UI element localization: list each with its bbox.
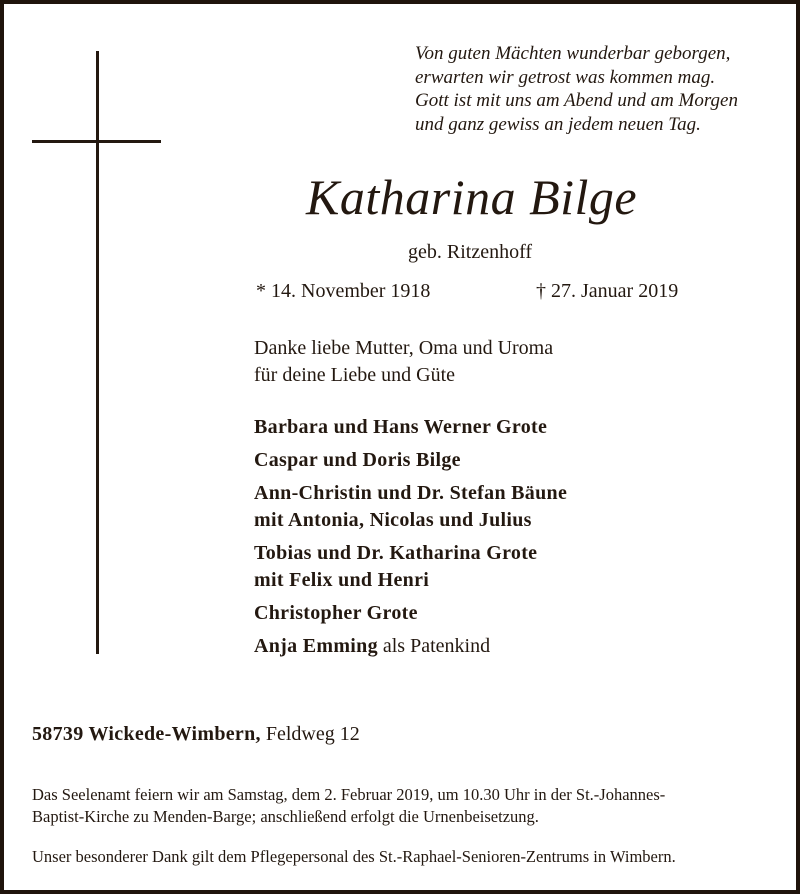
poem-line: und ganz gewiss an jedem neuen Tag. [415, 113, 701, 135]
poem-line: erwarten wir getrost was kommen mag. [415, 66, 716, 88]
poem-line: Von guten Mächten wunderbar geborgen, [415, 43, 731, 64]
mourner-line: Ann-Christin und Dr. Stefan Bäune [254, 482, 568, 504]
service-line: Baptist-Kirche zu Menden-Barge; anschließend erfolgt die Urnenbeisetzung. [32, 807, 539, 826]
mourner-line: Christopher Grote [254, 602, 418, 624]
maiden-name: geb. Ritzenhoff [408, 241, 533, 263]
mourner-group [254, 633, 567, 660]
service-line: Das Seelenamt feiern wir am Samstag, dem 2. Februar 2019, um 10.30 Uhr in der St.-Johannes- [32, 785, 666, 804]
mourner-name: Anja Emming [254, 635, 378, 657]
mourner-role: als Patenkind [377, 635, 491, 657]
cross-horizontal-bar [32, 140, 161, 143]
mourner-group [254, 414, 567, 441]
mourner-line: mit Felix und Henri [254, 569, 430, 591]
mourner-line: mit Antonia, Nicolas und Julius [254, 509, 532, 531]
mourner-line: Tobias und Dr. Katharina Grote [254, 542, 538, 564]
address-city: 58739 Wickede-Wimbern, [32, 723, 261, 745]
mourner-line: Caspar und Doris Bilge [254, 449, 461, 471]
birth-date: * 14. November 1918 [256, 280, 431, 302]
family-address [32, 721, 360, 747]
address-street: Feldweg 12 [260, 723, 360, 745]
service-details [32, 784, 782, 828]
mourner-group [254, 447, 567, 474]
poem-verse [415, 42, 738, 136]
thanks-line: für deine Liebe und Güte [254, 364, 456, 386]
poem-line: Gott ist mit uns am Abend und am Morgen [415, 90, 738, 111]
mourner-group [254, 600, 567, 627]
acknowledgement-text: Unser besonderer Dank gilt dem Pflegepersonal des St.-Raphael-Senioren-Zentrums in Wimbern. [32, 847, 676, 866]
death-date: † 27. Januar 2019 [536, 280, 679, 302]
deceased-name: Katharina Bilge [306, 169, 638, 225]
thanks-message [254, 335, 553, 389]
mourner-group [254, 480, 567, 534]
thanks-line: Danke liebe Mutter, Oma und Uroma [254, 337, 554, 359]
mourners-list [254, 414, 567, 666]
mourner-group [254, 540, 567, 594]
mourner-line: Barbara und Hans Werner Grote [254, 416, 548, 438]
